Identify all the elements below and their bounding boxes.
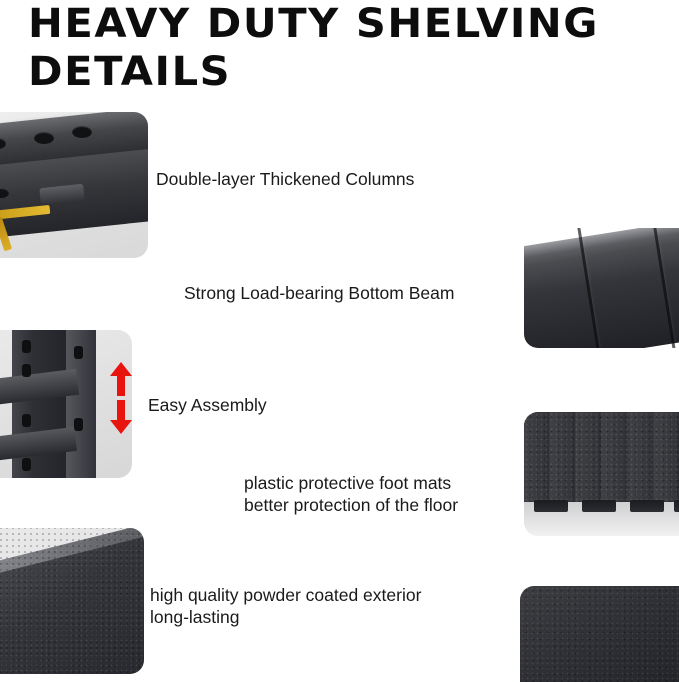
caption-powder-coated — [150, 584, 421, 628]
photo-textured-corner — [520, 586, 679, 682]
page-title — [28, 0, 610, 96]
assembly-hole — [22, 364, 31, 377]
page-title-line-1: HEAVY DUTY SHELVING — [28, 1, 599, 47]
page-title-line-2: DETAILS — [28, 49, 232, 95]
column-slot — [72, 126, 92, 138]
caption-foot-mats — [244, 472, 458, 516]
caption-foot-mats-line-2: better protection of the floor — [244, 495, 459, 515]
assembly-hole — [74, 346, 83, 359]
assembly-hole — [22, 458, 31, 471]
arrow-down-icon — [110, 400, 132, 434]
column-slot — [34, 132, 54, 144]
foot-mat — [582, 500, 616, 512]
arrow-up-shaft — [117, 374, 125, 396]
photo-powder-coated — [0, 528, 144, 674]
caption-bottom-beam: Strong Load-bearing Bottom Beam — [184, 283, 455, 303]
foot-mat — [534, 500, 568, 512]
arrow-down-shaft — [117, 400, 125, 422]
arrow-up-icon — [110, 362, 132, 396]
assembly-hole — [22, 414, 31, 427]
photo-foot-mats — [524, 412, 679, 536]
arrow-down-head — [110, 420, 132, 434]
corner-texture — [520, 586, 679, 682]
photo-double-layer-columns — [0, 112, 148, 258]
caption-columns: Double-layer Thickened Columns — [156, 169, 415, 189]
assembly-hole — [74, 418, 83, 431]
feet-texture — [524, 412, 679, 502]
caption-powder-coated-line-2: long-lasting — [150, 607, 240, 627]
assembly-hole — [22, 340, 31, 353]
caption-foot-mats-line-1: plastic protective foot mats — [244, 473, 452, 493]
caption-easy-assembly: Easy Assembly — [148, 395, 267, 415]
foot-mat — [630, 500, 664, 512]
powder-texture — [0, 528, 144, 674]
caption-powder-coated-line-1: high quality powder coated exterior — [150, 585, 422, 605]
foot-mat — [674, 500, 679, 512]
photo-bottom-beam — [524, 228, 679, 348]
